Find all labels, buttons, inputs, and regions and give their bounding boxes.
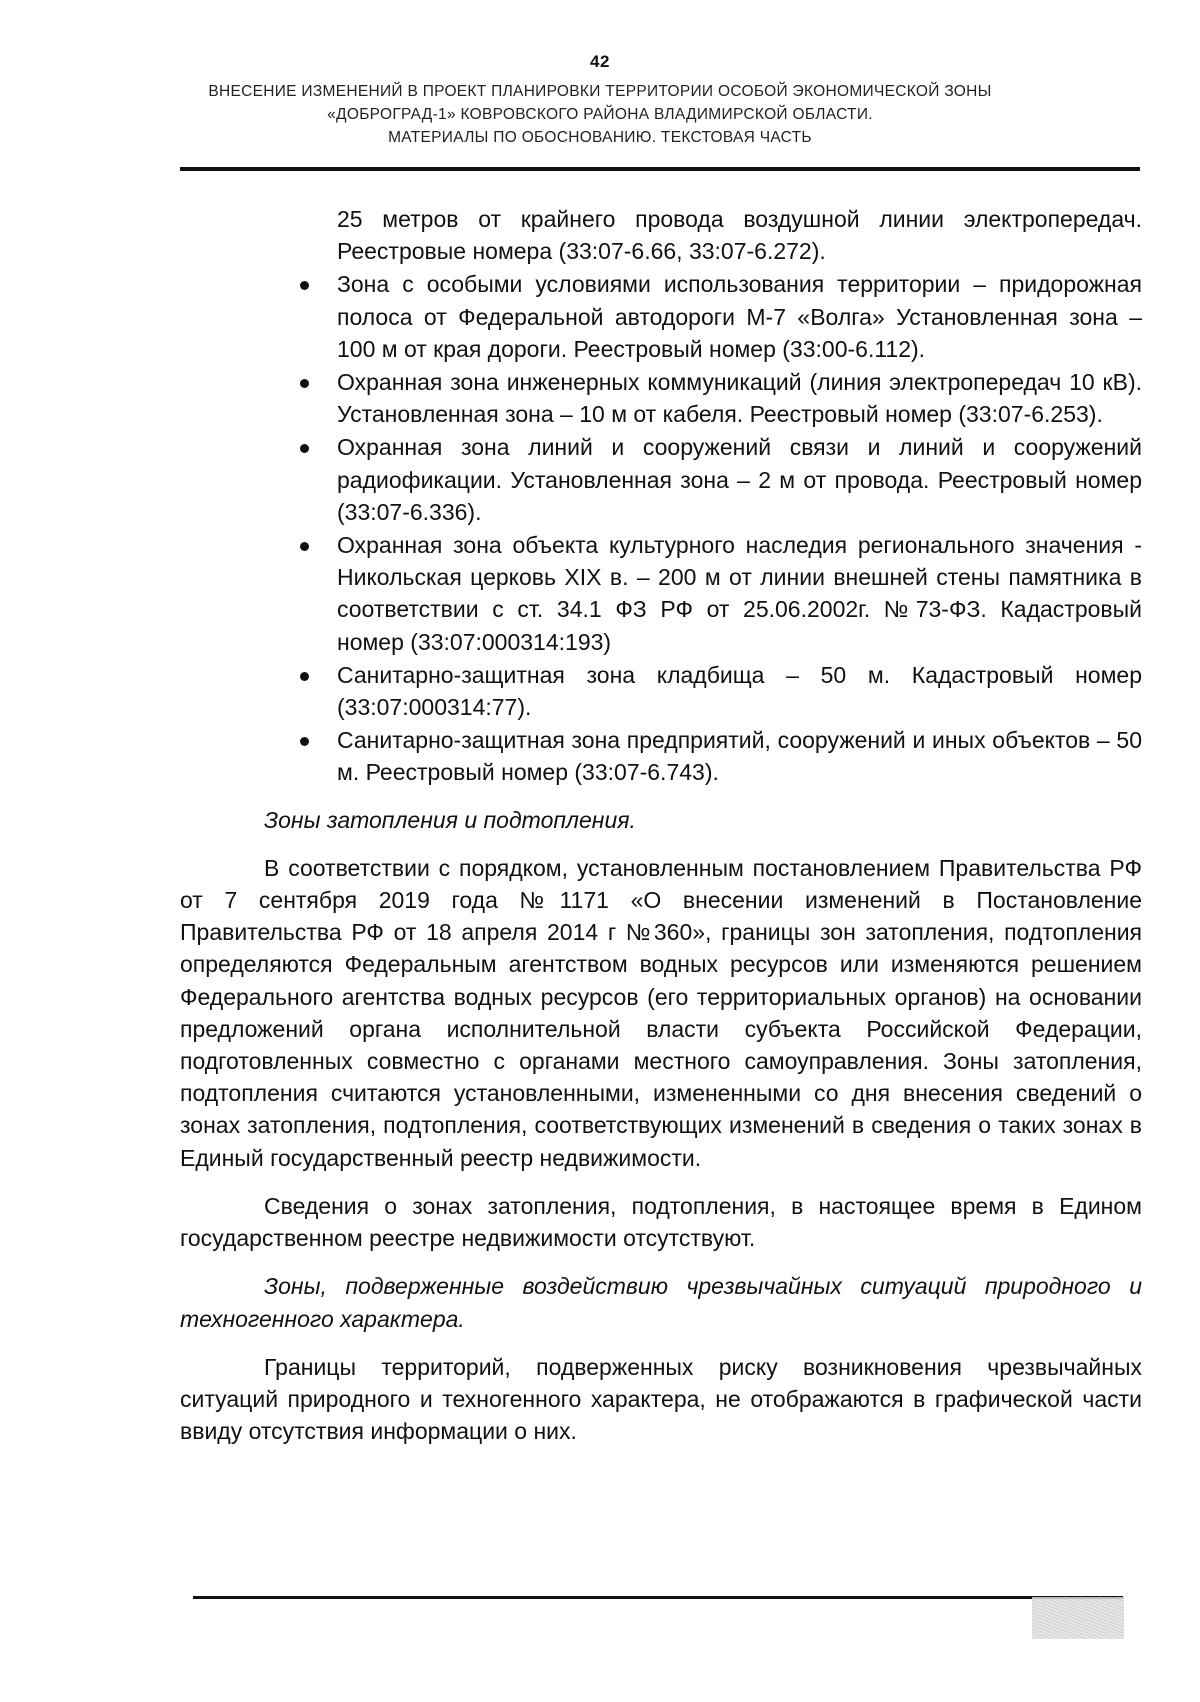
list-item-text: Зона с особыми условиями использования территории – придорожная полоса от Федеральной автодороги М-7 «Волга» Установленная зона – 100 м от края дороги. Реестровый номер (33:00-6.112). [337, 271, 1142, 362]
list-item-text: Охранная зона объекта культурного наследия регионального значения - Никольская церковь XIX в. – 200 м от линии внешней стены памятника в соответствии с ст. 34.1 ФЗ РФ от 25.06.2002г. №73-ФЗ. Кадастровый номер (33:07:000314:193) [337, 532, 1142, 655]
bullet-icon [300, 737, 309, 746]
header-divider [180, 167, 1140, 171]
bullet-icon [300, 542, 309, 551]
list-item [180, 431, 1142, 528]
paragraph-flooding-rules: В соответствии с порядком, установленным постановлением Правительства РФ от 7 сентября 2019 года №1171 «О внесении изменений в Постановление Правительства РФ от 18 апреля 2014 г №360», границы зон затопления, подтопления определяются Федеральным агентством водных ресурсов или изменяются решением Федерального агентства водных ресурсов (его территориальных органов) на основании предложений органа исполнительной власти субъекта Российской Федерации, подготовленных совместно с органами местного самоуправления. Зоны затопления, подтопления считаются установленными, измененными со дня внесения сведений о зонах затопления, подтопления, соответствующих изменений в сведения о таких зонах в Единый государственный реестр недвижимости. [180, 854, 1142, 1171]
list-item [180, 366, 1142, 430]
header-line-2: «ДОБРОГРАД-1» КОВРОВСКОГО РАЙОНА ВЛАДИМИРСКОЙ ОБЛАСТИ. [327, 106, 873, 123]
continuation-text: 25 метров от крайнего провода воздушной линии электропередач. Реестровые номера (33:07-6.66, 33:07-6.272). [337, 206, 1142, 265]
stamp-mark [1032, 1597, 1124, 1639]
bullet-icon [300, 379, 309, 388]
zone-list [180, 268, 1142, 788]
header-line-3: МАТЕРИАЛЫ ПО ОБОСНОВАНИЮ. ТЕКСТОВАЯ ЧАСТЬ [388, 129, 812, 146]
list-item-text: Охранная зона инженерных коммуникаций (линия электропередач 10 кВ). Установленная зона – 10 м от кабеля. Реестровый номер (33:07-6.253). [337, 369, 1142, 428]
list-item [180, 268, 1142, 365]
list-item-text: Санитарно-защитная зона кладбища – 50 м. Кадастровый номер (33:07:000314:77). [337, 661, 1142, 721]
document-body [180, 203, 1142, 1447]
list-item-text: Охранная зона линий и сооружений связи и линий и сооружений радиофикации. Установленная зона – 2 м от провода. Реестровый номер (33:07-6.336). [337, 434, 1142, 525]
list-item [180, 529, 1142, 658]
document-header [0, 80, 1200, 149]
section-heading-flooding: Зоны затопления и подтопления. [264, 806, 636, 833]
paragraph-emergency: Границы территорий, подверженных риску возникновения чрезвычайных ситуаций природного и техногенного характера, не отображаются в графической части ввиду отсутствия информации о них. [180, 1353, 1142, 1445]
bullet-icon [300, 672, 309, 681]
bullet-icon [300, 444, 309, 453]
bullet-icon [300, 281, 309, 290]
section-heading-emergency: Зоны, подверженные воздействию чрезвычайных ситуаций природного и техногенного характера. [180, 1273, 1142, 1332]
list-item [180, 659, 1142, 723]
header-line-1: ВНЕСЕНИЕ ИЗМЕНЕНИЙ В ПРОЕКТ ПЛАНИРОВКИ ТЕРРИТОРИИ ОСОБОЙ ЭКОНОМИЧЕСКОЙ ЗОНЫ [208, 83, 992, 100]
list-item [180, 724, 1142, 788]
page-number: 42 [590, 52, 610, 71]
list-item-text: Санитарно-защитная зона предприятий, сооружений и иных объектов – 50 м. Реестровый номер (33:07-6.743). [337, 727, 1142, 786]
footer-divider [193, 1596, 1123, 1599]
paragraph-flooding-registry: Сведения о зонах затопления, подтопления, в настоящее время в Едином государственном реестре недвижимости отсутствуют. [180, 1192, 1142, 1252]
